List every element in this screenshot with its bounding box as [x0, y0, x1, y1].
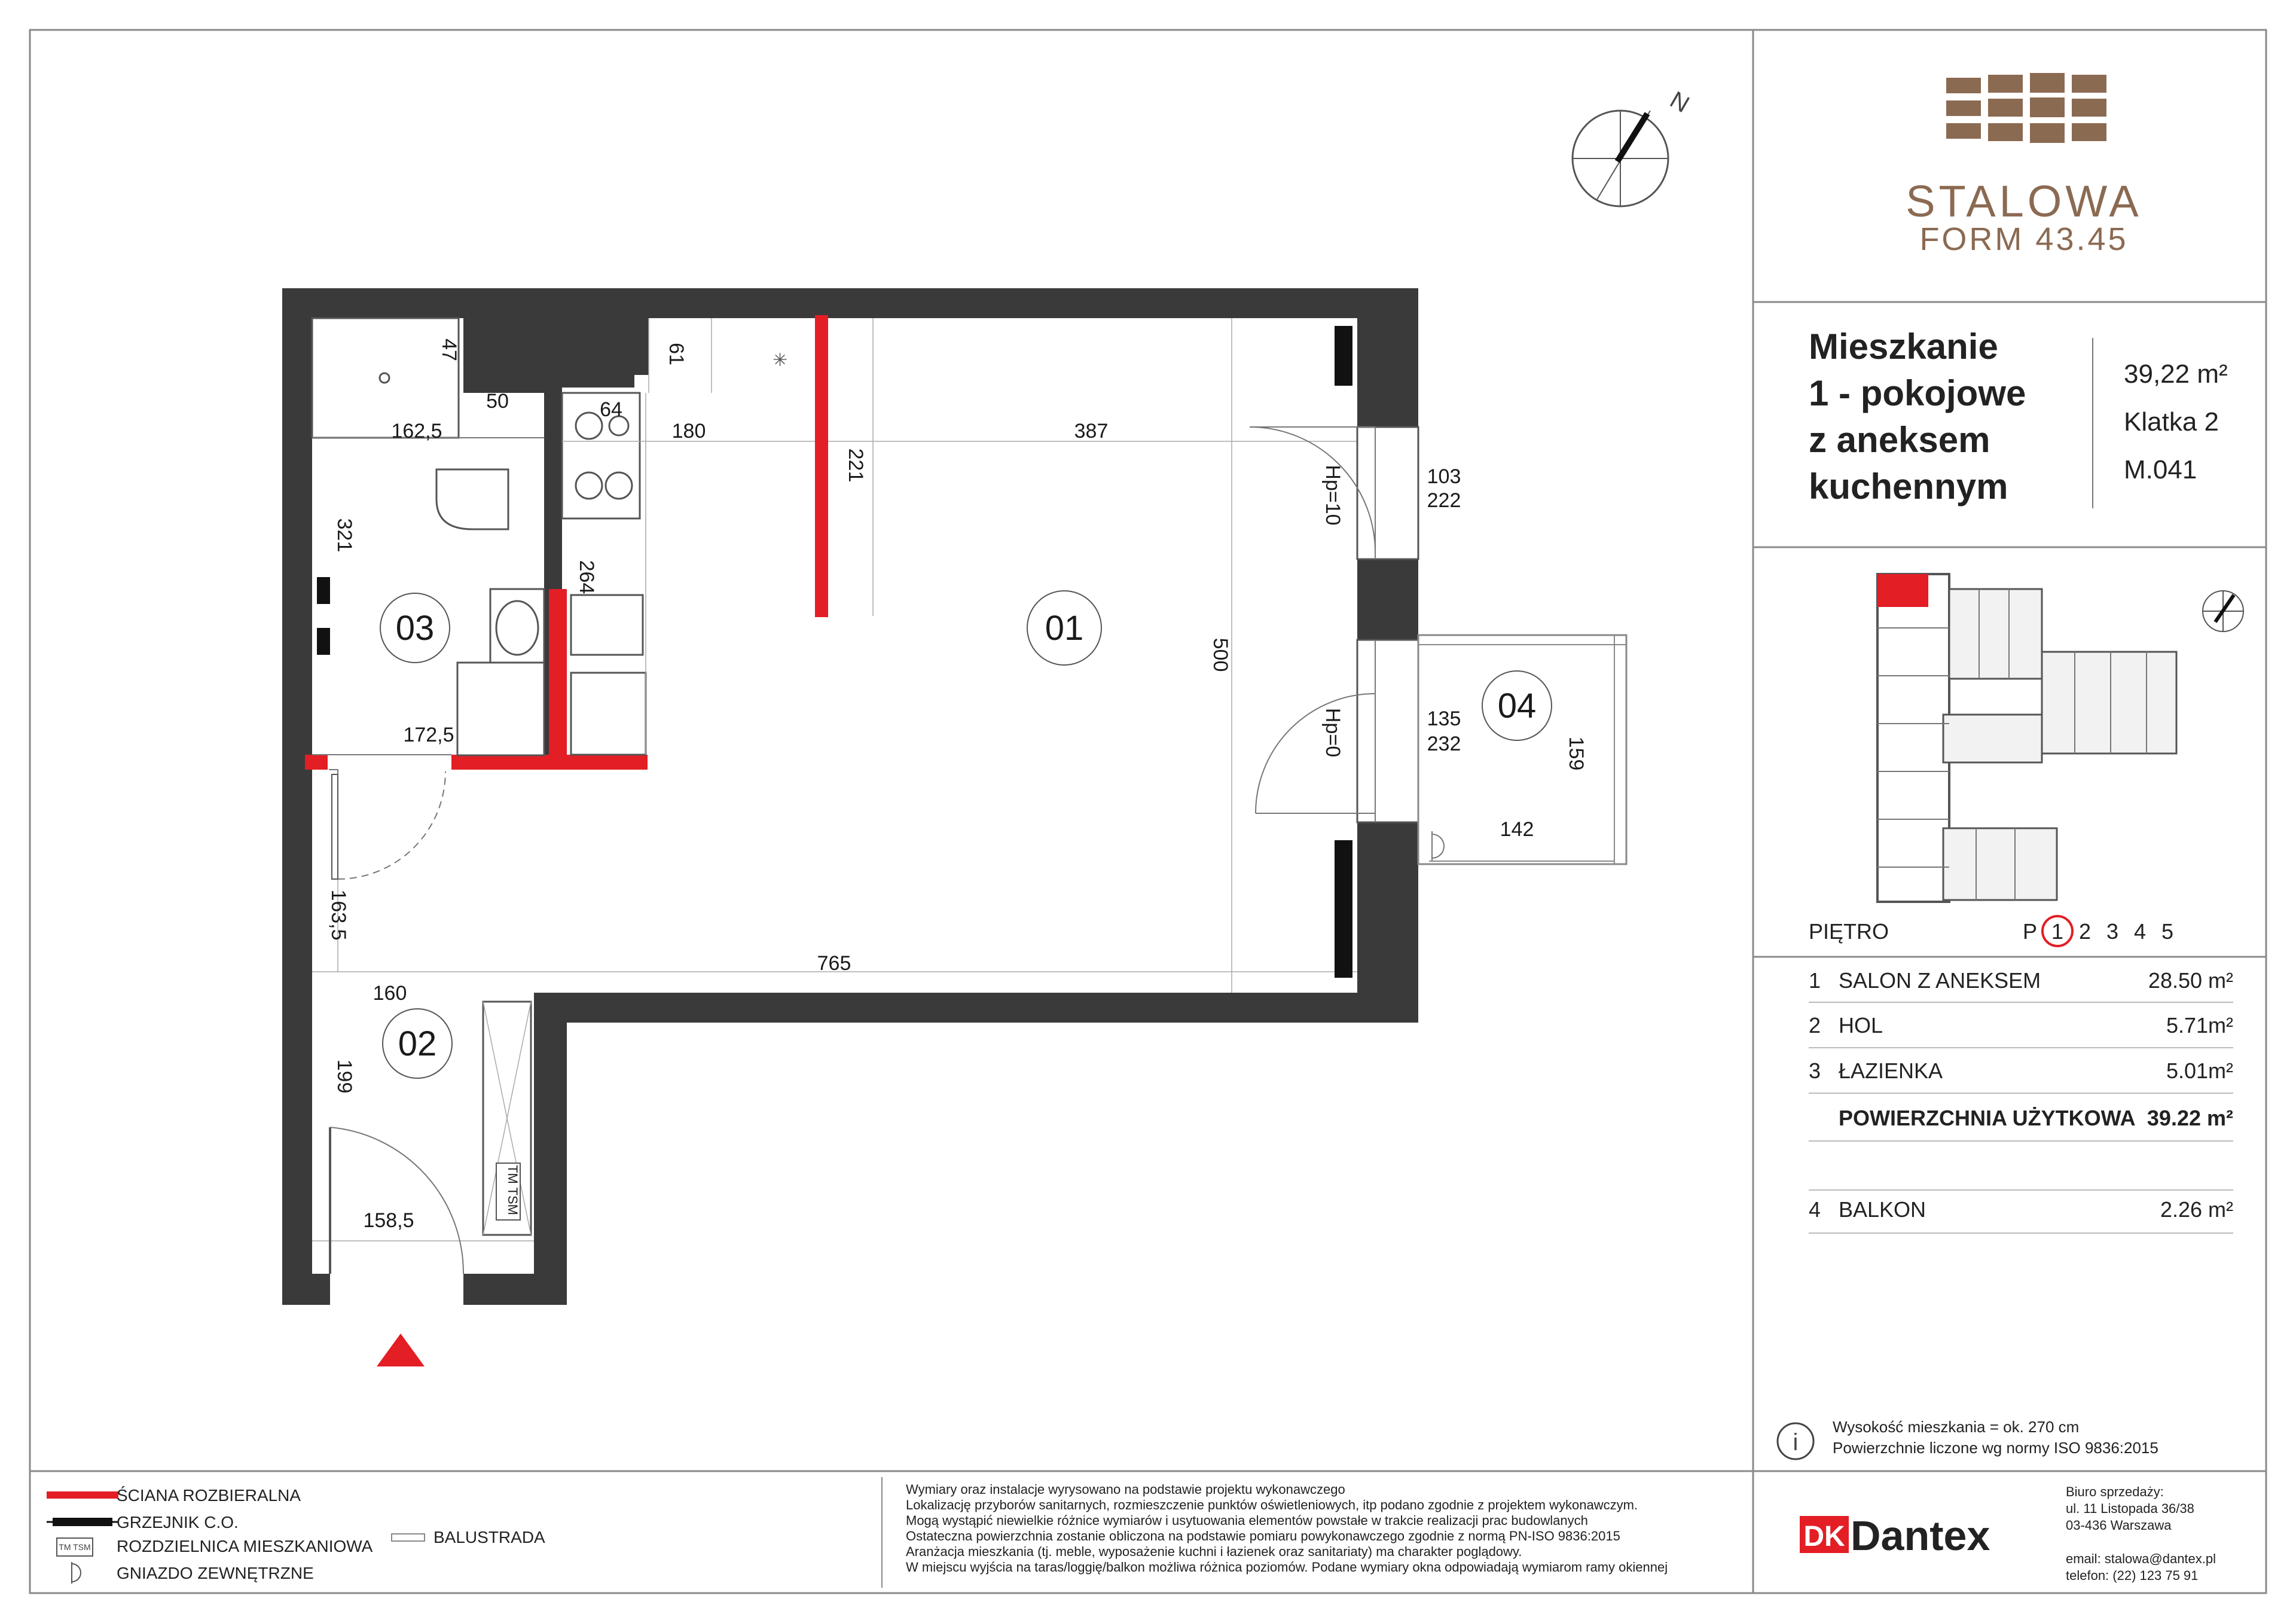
wall-right-2 — [1357, 559, 1418, 640]
dim-158: 158,5 — [363, 1209, 414, 1232]
demolishable-wall-2 — [549, 589, 567, 767]
shaft-2 — [562, 318, 631, 384]
disclaimer — [906, 1482, 1668, 1575]
floor-level-1[interactable]: 1 — [2051, 919, 2064, 944]
radiator-icon-1 — [1335, 326, 1352, 386]
sales-office-line-1: Biuro sprzedaży: — [2066, 1484, 2164, 1499]
dim-264: 264 — [575, 560, 598, 594]
info-norm: Powierzchnie liczone wg normy ISO 9836:2015 — [1833, 1439, 2158, 1457]
floor-level-5[interactable]: 5 — [2161, 919, 2174, 944]
legend-radiator-icon — [53, 1518, 112, 1526]
distribution-box-label: TM TSM — [505, 1165, 520, 1215]
wall-top — [282, 288, 1418, 318]
key-plan-selected-unit — [1877, 574, 1928, 607]
legend — [47, 1485, 545, 1584]
stalowa-logo — [1906, 73, 2142, 257]
total-area-label: POWIERZCHNIA UŻYTKOWA — [1839, 1106, 2136, 1130]
washing-machine-icon — [457, 663, 544, 755]
legend-red-wall-label: ŚCIANA ROZBIERALNA — [117, 1486, 301, 1505]
wall-right-1 — [1357, 288, 1418, 427]
disclaimer-line-4: Ostateczna powierzchnia zostanie obliczona na podstawie pomiaru powykonawczego zgodnie z normą PN-ISO 9836:2015 — [906, 1529, 1620, 1543]
floor-level-3[interactable]: 3 — [2106, 919, 2119, 944]
dantex-logo-letters: DK — [1803, 1521, 1845, 1552]
dim-765: 765 — [817, 952, 851, 975]
dim-232: 232 — [1427, 733, 1461, 755]
dim-221: 221 — [844, 448, 867, 483]
sales-office — [2066, 1484, 2216, 1583]
room-label-04: 04 — [1497, 687, 1537, 725]
washbasin-bowl-icon — [496, 601, 538, 655]
wall-bottom-mid — [463, 1274, 567, 1305]
compass-icon — [1573, 87, 1694, 206]
room-row-2-name: HOL — [1839, 1013, 1883, 1038]
room-row-1-name: SALON Z ANEKSEM — [1839, 968, 2041, 993]
dim-172: 172,5 — [403, 724, 454, 746]
apartment-title-4: kuchennym — [1809, 466, 2008, 507]
legend-radiator-label: GRZEJNIK C.O. — [117, 1513, 239, 1532]
shaft-wall-1 — [463, 318, 481, 375]
sheet-frame — [30, 30, 2266, 1593]
floor-level-p[interactable]: P — [2022, 919, 2038, 944]
disclaimer-line-6: W miejscu wyjścia na taras/loggię/balkon możliwa różnica poziomów. Podane wymiary okna odpowiadają wymiarom ramy okiennej — [906, 1560, 1668, 1575]
dim-222: 222 — [1427, 489, 1461, 512]
room-label-01: 01 — [1045, 609, 1084, 648]
dantex-logo-name: Dantex — [1851, 1512, 1990, 1559]
room-row-1-no: 1 — [1809, 968, 1821, 993]
kitchen-sink-icon — [571, 595, 643, 655]
entrance-door-swing — [330, 1127, 463, 1274]
brand-subtitle: FORM 43.45 — [1919, 221, 2129, 257]
radiator-icon-2 — [1335, 840, 1352, 978]
burner-icon-4 — [606, 472, 632, 499]
floor-selector — [2023, 916, 2173, 946]
wall-corridor-right — [534, 993, 567, 1305]
dim-500: 500 — [1209, 637, 1232, 672]
room-row-3-no: 3 — [1809, 1058, 1821, 1083]
balcony-row-name: BALKON — [1839, 1197, 1926, 1222]
wall-left — [282, 288, 312, 1305]
disclaimer-line-1: Wymiary oraz instalacje wyrysowano na podstawie projektu wykonawczego — [906, 1482, 1345, 1497]
sales-office-phone[interactable]: telefon: (22) 123 75 91 — [2066, 1568, 2199, 1583]
sales-office-email[interactable]: email: stalowa@dantex.pl — [2066, 1551, 2216, 1566]
entrance-arrow-icon — [377, 1334, 425, 1366]
demolishable-wall-3 — [451, 755, 648, 770]
legend-railing-icon — [392, 1534, 425, 1541]
sales-office-line-3: 03-436 Warszawa — [2066, 1518, 2172, 1533]
floor-plan — [282, 288, 1626, 1366]
rooms-table — [1809, 968, 2233, 1233]
burner-icon-1 — [576, 413, 602, 439]
floor-level-2[interactable]: 2 — [2078, 919, 2092, 944]
legend-socket-icon — [72, 1564, 81, 1582]
dim-199: 199 — [333, 1059, 356, 1094]
demolishable-wall-4 — [305, 755, 328, 770]
wall-bottom — [534, 993, 1418, 1023]
floor-level-4[interactable]: 4 — [2133, 919, 2147, 944]
dim-162: 162,5 — [391, 420, 442, 443]
balcony-row-no: 4 — [1809, 1197, 1821, 1222]
apartment-title-3: z aneksem — [1809, 420, 1990, 460]
legend-distribution-box-symbol: TM TSM — [59, 1542, 91, 1552]
outdoor-socket-icon — [1432, 834, 1444, 858]
toilet-icon — [436, 469, 508, 529]
dim-64: 64 — [600, 398, 622, 421]
apartment-stairwell: Klatka 2 — [2124, 407, 2219, 437]
apartment-area: 39,22 m² — [2124, 359, 2228, 389]
window-height-10: Hp=10 — [1321, 465, 1344, 526]
bathroom-door-swing — [338, 771, 445, 879]
apartment-title-2: 1 - pokojowe — [1809, 373, 2026, 413]
dim-160: 160 — [373, 982, 407, 1005]
disclaimer-line-3: Mogą wystąpić niewielkie różnice wymiarów i usytuowania elementów powstałe w trakcie realizacji prac budowlanych — [906, 1513, 1588, 1528]
balcony-railing — [1614, 635, 1626, 864]
disclaimer-line-5: Aranżacja mieszkania (tj. meble, wyposażenie kuchni i łazienek oraz sanitariaty) ma charakter poglądowy. — [906, 1544, 1522, 1559]
dim-103: 103 — [1427, 465, 1461, 488]
dim-135: 135 — [1427, 707, 1461, 730]
shaft-wall-2 — [532, 318, 562, 375]
window-height-0: Hp=0 — [1321, 707, 1344, 758]
apartment-title-1: Mieszkanie — [1809, 327, 1998, 367]
floor-selector-label: PIĘTRO — [1809, 919, 1889, 944]
dim-47: 47 — [438, 338, 460, 361]
disclaimer-line-2: Lokalizację przyborów sanitarnych, rozmieszczenie punktów oświetleniowych, itp podano zgodnie z projektem wykonawczym. — [906, 1497, 1638, 1512]
window-1 — [1357, 427, 1418, 559]
room-row-2-no: 2 — [1809, 1013, 1821, 1038]
building-key-plan — [1877, 574, 2176, 902]
room-label-02: 02 — [398, 1024, 437, 1063]
legend-socket-label: GNIAZDO ZEWNĘTRZNE — [117, 1564, 314, 1582]
dim-61: 61 — [665, 343, 688, 365]
dim-321: 321 — [333, 518, 356, 553]
demolishable-wall-1 — [815, 315, 828, 617]
info-height: Wysokość mieszkania = ok. 270 cm — [1833, 1418, 2080, 1436]
legend-railing-label: BALUSTRADA — [433, 1528, 545, 1546]
bathroom-radiator-icon — [317, 577, 330, 604]
wall-right-3 — [1357, 822, 1418, 1023]
dim-163: 163,5 — [327, 889, 350, 941]
legend-distribution-box-label: ROZDZIELNICA MIESZKANIOWA — [117, 1537, 373, 1555]
dim-387: 387 — [1074, 420, 1109, 443]
bathroom-door-leaf — [332, 774, 338, 879]
compass-letter: N — [1665, 86, 1694, 118]
legend-red-wall-icon — [47, 1491, 118, 1499]
dim-180: 180 — [671, 420, 706, 443]
room-row-2-area: 5.71m² — [2166, 1013, 2233, 1038]
room-row-3-area: 5.01m² — [2166, 1058, 2233, 1083]
room-row-1-area: 28.50 m² — [2148, 968, 2233, 993]
balcony-row-area: 2.26 m² — [2160, 1197, 2233, 1222]
key-plan-compass-icon — [2203, 591, 2243, 631]
info-icon-glyph: i — [1793, 1429, 1799, 1456]
dishwasher-icon — [571, 673, 646, 755]
room-row-3-name: ŁAZIENKA — [1839, 1058, 1943, 1083]
room-label-03: 03 — [395, 609, 435, 648]
brand-name: STALOWA — [1906, 176, 2142, 226]
dim-50: 50 — [486, 390, 509, 413]
sales-office-line-2: ul. 11 Listopada 36/38 — [2066, 1501, 2194, 1516]
dim-142: 142 — [1500, 818, 1534, 841]
dantex-logo — [1800, 1512, 1990, 1559]
balcony-door — [1357, 640, 1418, 822]
shaft-1 — [481, 318, 532, 375]
fridge-icon: ✳ — [773, 350, 788, 370]
total-area-value: 39.22 m² — [2147, 1106, 2233, 1130]
burner-icon-3 — [576, 472, 602, 499]
wall-bottom-left — [282, 1274, 330, 1305]
bathroom-radiator-icon-2 — [317, 628, 330, 655]
apartment-number: M.041 — [2124, 455, 2197, 484]
info-block — [1778, 1418, 2158, 1459]
dim-159: 159 — [1565, 736, 1587, 771]
